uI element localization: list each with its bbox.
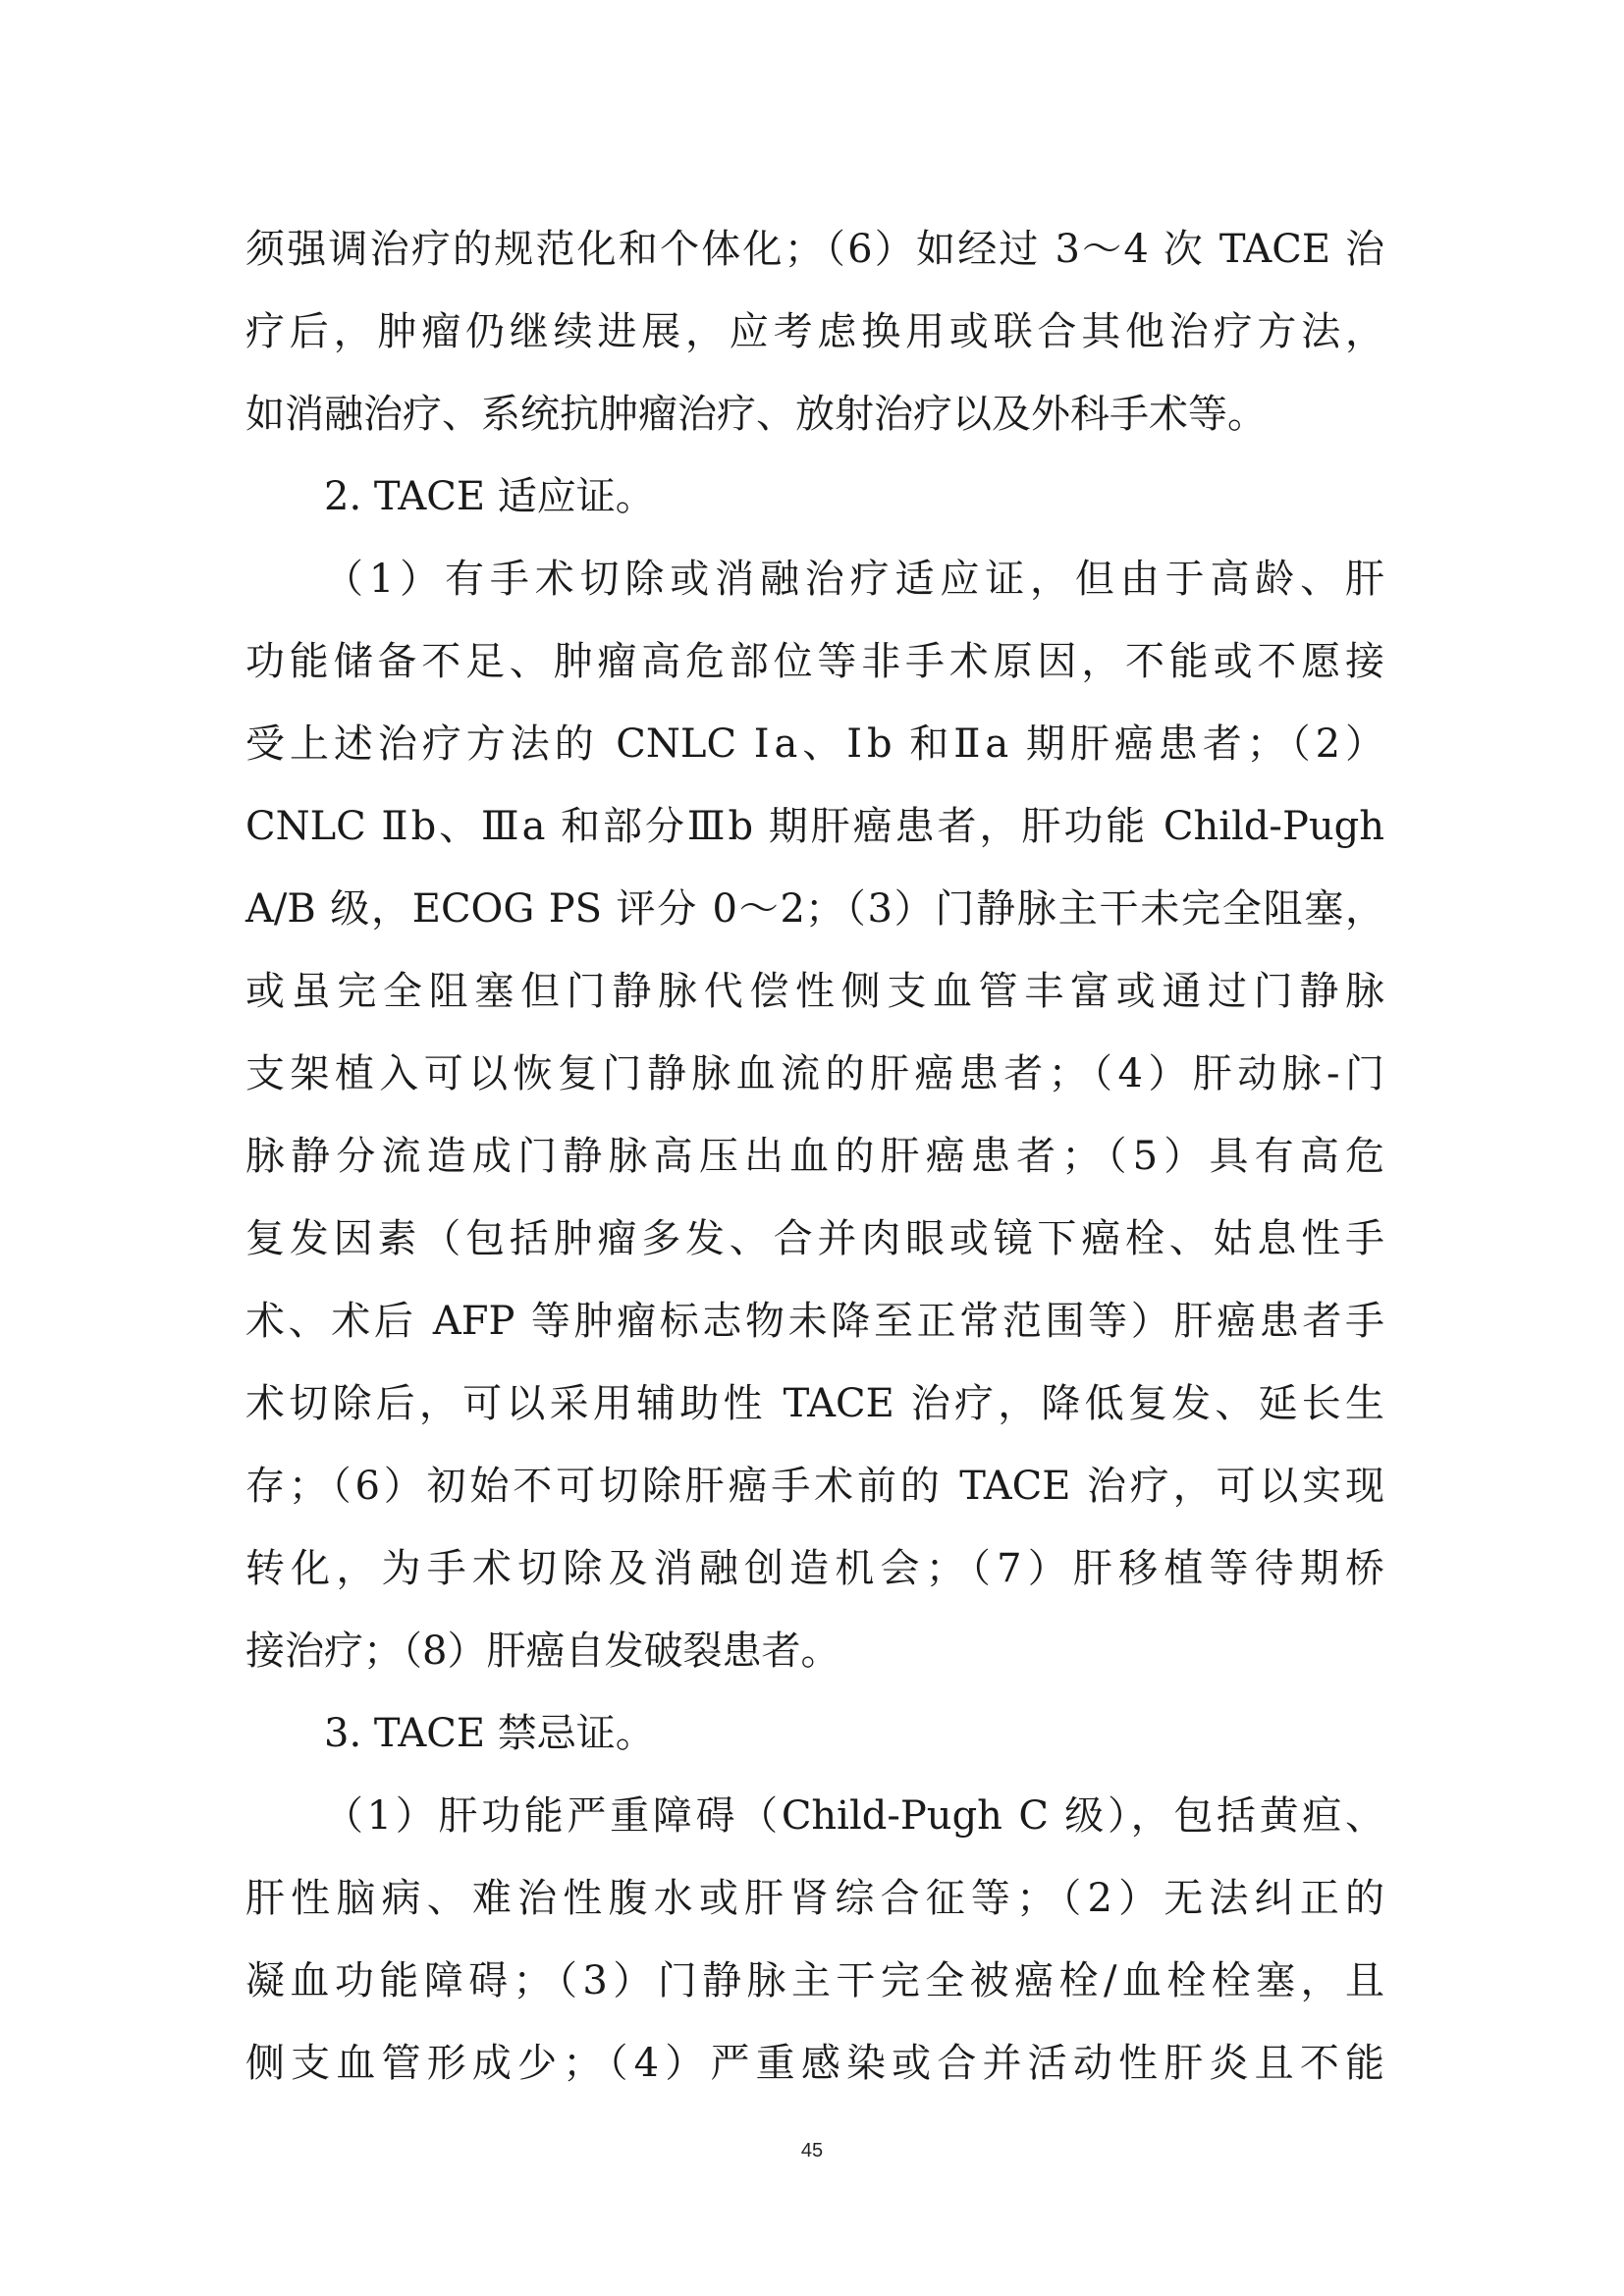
text-line: CNLC Ⅱb、Ⅲa 和部分Ⅲb 期肝癌患者，肝功能 Child-Pugh — [245, 804, 1384, 849]
section-heading: 2. TACE 适应证。 — [324, 474, 655, 519]
text-line: 接治疗；（8）肝癌自发破裂患者。 — [245, 1629, 840, 1674]
text-line: （1）肝功能严重障碍（Child-Pugh C 级），包括黄疸、 — [324, 1793, 1384, 1839]
text-line: 侧支血管形成少；（4）严重感染或合并活动性肝炎且不能 — [245, 2041, 1384, 2086]
text-line: 复发因素（包括肿瘤多发、合并肉眼或镜下癌栓、姑息性手 — [245, 1216, 1384, 1261]
text-line: 或虽完全阻塞但门静脉代偿性侧支血管丰富或通过门静脉 — [245, 969, 1384, 1014]
text-line: 脉静分流造成门静脉高压出血的肝癌患者；（5）具有高危 — [245, 1134, 1384, 1179]
text-line: A/B 级，ECOG PS 评分 0～2；（3）门静脉主干未完全阻塞， — [245, 886, 1384, 932]
text-line: 凝血功能障碍；（3）门静脉主干完全被癌栓/血栓栓塞，且 — [245, 1958, 1384, 2003]
text-line: 存；（6）初始不可切除肝癌手术前的 TACE 治疗，可以实现 — [245, 1464, 1384, 1509]
text-line: 肝性脑病、难治性腹水或肝肾综合征等；（2）无法纠正的 — [245, 1876, 1384, 1921]
text-line: 功能储备不足、肿瘤高危部位等非手术原因，不能或不愿接 — [245, 639, 1384, 684]
text-line: 术、术后 AFP 等肿瘤标志物未降至正常范围等）肝癌患者手 — [245, 1299, 1384, 1344]
section-heading: 3. TACE 禁忌证。 — [324, 1711, 655, 1756]
text-line: 支架植入可以恢复门静脉血流的肝癌患者；（4）肝动脉-门 — [245, 1051, 1384, 1096]
body-text — [245, 208, 1384, 2105]
text-line: 疗后，肿瘤仍继续进展，应考虑换用或联合其他治疗方法， — [245, 309, 1384, 354]
page-number: 45 — [800, 2140, 824, 2162]
text-line: 如消融治疗、系统抗肿瘤治疗、放射治疗以及外科手术等。 — [245, 392, 1267, 437]
text-line: 须强调治疗的规范化和个体化；（6）如经过 3～4 次 TACE 治 — [245, 227, 1384, 272]
text-line: 受上述治疗方法的 CNLC Ⅰa、Ⅰb 和Ⅱa 期肝癌患者；（2） — [245, 721, 1384, 767]
text-line: 术切除后，可以采用辅助性 TACE 治疗，降低复发、延长生 — [245, 1381, 1384, 1426]
text-line: 转化，为手术切除及消融创造机会；（7）肝移植等待期桥 — [245, 1546, 1384, 1591]
text-line: （1）有手术切除或消融治疗适应证，但由于高龄、肝 — [324, 557, 1384, 602]
